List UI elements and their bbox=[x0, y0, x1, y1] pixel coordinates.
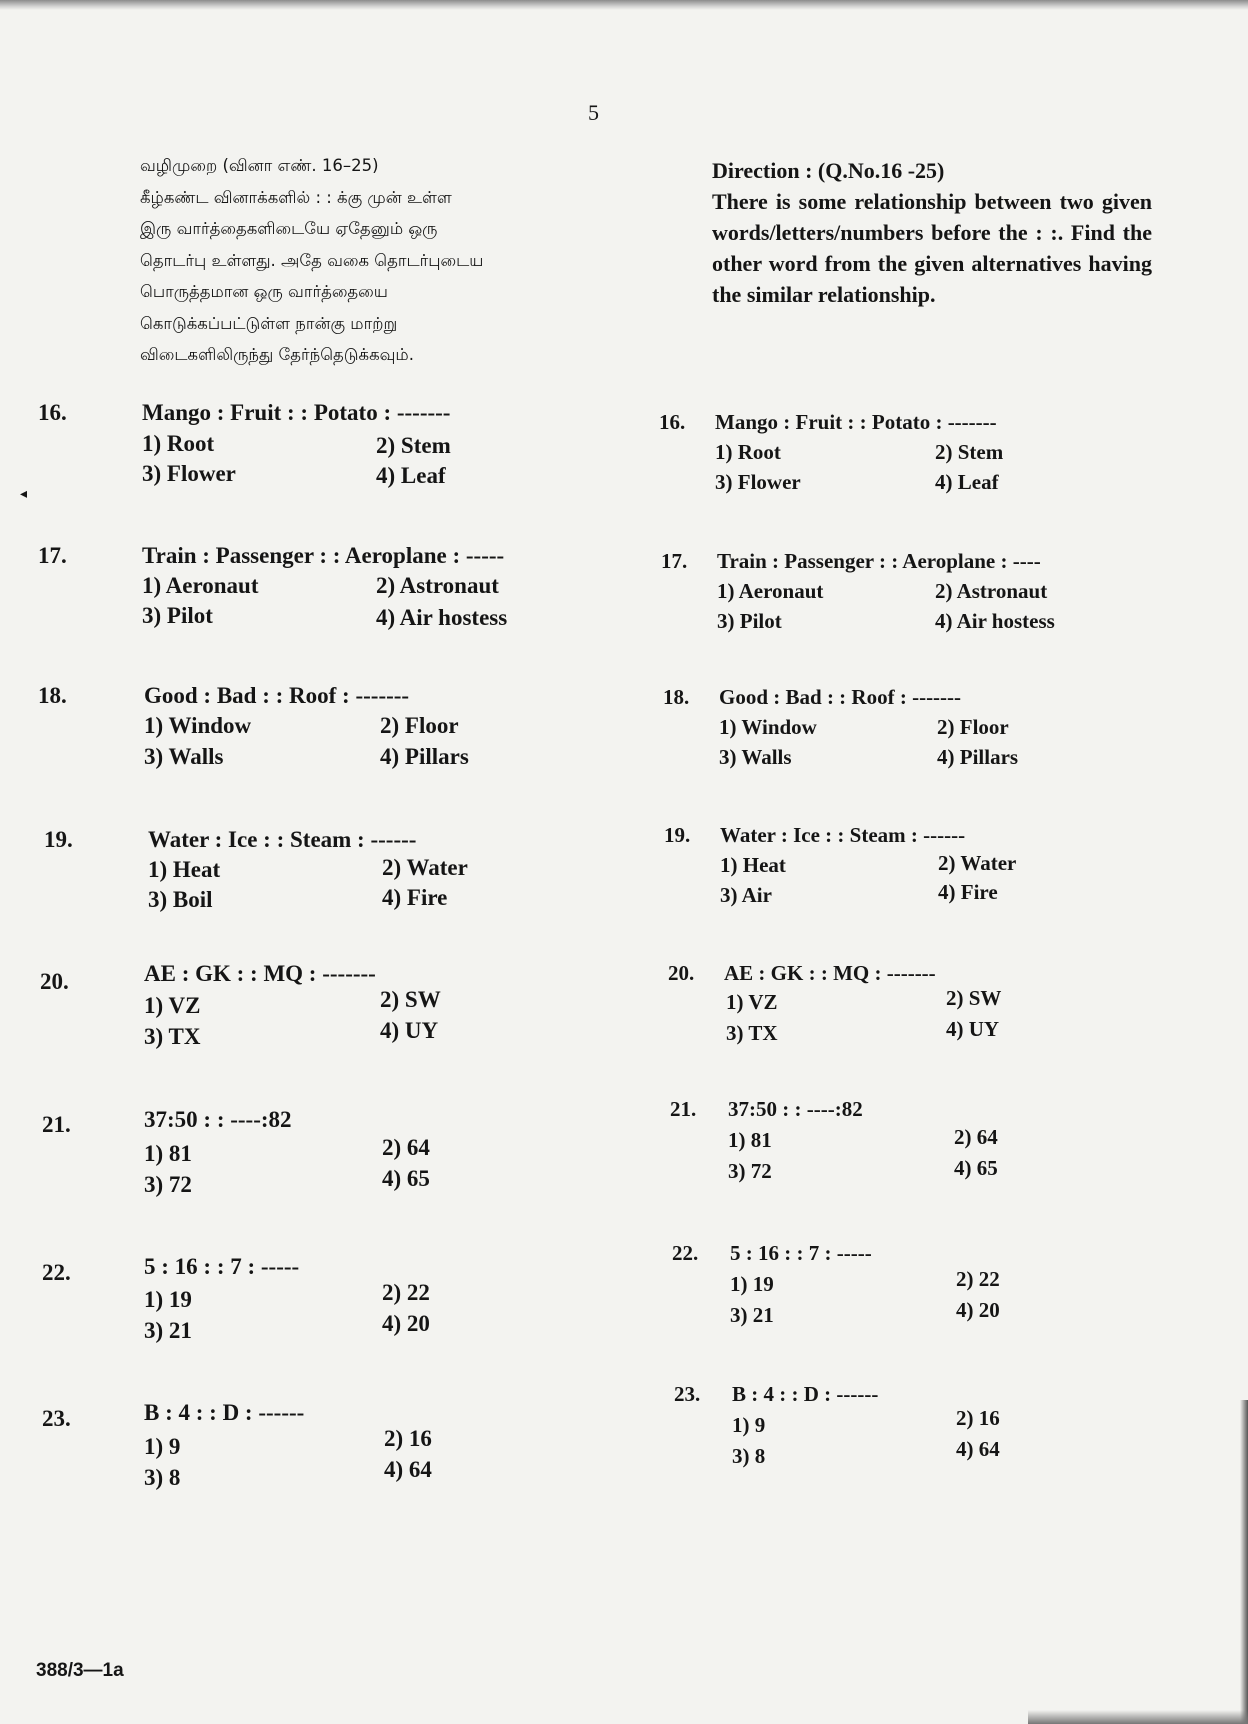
question-text: 37:50 : : ----:82 bbox=[144, 1107, 292, 1132]
option-4: 4) Fire bbox=[382, 885, 448, 910]
direction-tamil-line: கீழ்கண்ட வினாக்களில் : : க்கு முன் உள்ள bbox=[140, 187, 452, 207]
option-2: 2) SW bbox=[946, 986, 1002, 1010]
option-4: 4) Leaf bbox=[935, 470, 999, 494]
option-2: 2) Floor bbox=[937, 715, 1009, 739]
question-number: 22. bbox=[672, 1241, 699, 1265]
question-text: 5 : 16 : : 7 : ----- bbox=[144, 1254, 300, 1279]
question-number: 23. bbox=[42, 1406, 71, 1431]
direction-english-title: Direction : (Q.No.16 -25) bbox=[712, 158, 945, 183]
option-3: 3) Walls bbox=[719, 745, 792, 769]
option-4: 4) Fire bbox=[938, 880, 998, 904]
option-3: 3) 21 bbox=[730, 1303, 774, 1327]
option-1: 1) 19 bbox=[730, 1272, 774, 1296]
option-3: 3) 72 bbox=[144, 1172, 192, 1197]
direction-tamil-line: கொடுக்கப்பட்டுள்ள நான்கு மாற்று bbox=[140, 313, 398, 333]
direction-tamil-line: விடைகளிலிருந்து தேர்ந்தெடுக்கவும். bbox=[140, 345, 414, 364]
stray-mark: ◂ bbox=[20, 487, 28, 502]
option-1: 1) Window bbox=[144, 713, 252, 738]
question-text: B : 4 : : D : ------ bbox=[732, 1382, 879, 1406]
option-3: 3) Pilot bbox=[142, 603, 213, 628]
option-4: 4) Pillars bbox=[380, 744, 469, 769]
option-1: 1) 9 bbox=[144, 1434, 181, 1459]
scan-edge-top bbox=[0, 0, 1248, 10]
question-number: 17. bbox=[38, 543, 67, 568]
option-4: 4) Air hostess bbox=[376, 605, 508, 630]
option-3: 3) Flower bbox=[715, 470, 801, 494]
question-number: 21. bbox=[670, 1097, 697, 1121]
option-1: 1) 81 bbox=[144, 1141, 192, 1166]
question-text: 37:50 : : ----:82 bbox=[728, 1097, 863, 1121]
scan-edge-bottom bbox=[1028, 1710, 1248, 1724]
question-number: 16. bbox=[659, 410, 686, 434]
direction-tamil-line: தொடர்பு உள்ளது. அதே வகை தொடர்புடைய bbox=[140, 250, 484, 270]
option-1: 1) Window bbox=[719, 715, 817, 739]
question-number: 22. bbox=[42, 1260, 71, 1285]
option-1: 1) Root bbox=[715, 440, 781, 464]
direction-tamil-line: வழிமுறை (வினா எண். 16–25) bbox=[140, 156, 379, 175]
option-1: 1) 19 bbox=[144, 1287, 192, 1312]
option-2: 2) 16 bbox=[384, 1426, 432, 1451]
question-text: Good : Bad : : Roof : ------- bbox=[719, 685, 962, 709]
question-text: Water : Ice : : Steam : ------ bbox=[720, 823, 966, 847]
option-2: 2) 22 bbox=[382, 1280, 430, 1305]
option-4: 4) Leaf bbox=[376, 463, 446, 488]
page-number: 5 bbox=[588, 100, 599, 125]
option-2: 2) Floor bbox=[380, 713, 459, 738]
option-4: 4) 64 bbox=[384, 1457, 432, 1482]
direction-tamil-line: இரு வார்த்தைகளிடையே ஏதேனும் ஒரு bbox=[140, 219, 438, 238]
option-1: 1) Heat bbox=[720, 853, 786, 877]
question-text: Train : Passenger : : Aeroplane : ----- bbox=[142, 543, 505, 568]
question-text: AE : GK : : MQ : ------- bbox=[144, 961, 376, 986]
question-text: AE : GK : : MQ : ------- bbox=[724, 961, 936, 985]
question-number: 17. bbox=[661, 549, 688, 573]
option-2: 2) 64 bbox=[382, 1135, 430, 1160]
option-4: 4) 65 bbox=[954, 1156, 998, 1180]
option-2: 2) Astronaut bbox=[376, 573, 499, 598]
option-1: 1) Root bbox=[142, 431, 215, 456]
option-4: 4) Pillars bbox=[937, 745, 1019, 769]
option-3: 3) 21 bbox=[144, 1318, 192, 1343]
option-3: 3) 72 bbox=[728, 1159, 772, 1183]
question-number: 18. bbox=[38, 683, 67, 708]
option-4: 4) 64 bbox=[956, 1437, 1000, 1461]
option-4: 4) UY bbox=[946, 1017, 1000, 1041]
option-2: 2) Water bbox=[938, 851, 1017, 875]
option-2: 2) Stem bbox=[376, 433, 451, 458]
option-1: 1) VZ bbox=[144, 993, 201, 1018]
option-3: 3) 8 bbox=[144, 1465, 181, 1490]
option-2: 2) Stem bbox=[935, 440, 1004, 464]
option-3: 3) Walls bbox=[144, 744, 224, 769]
question-text: B : 4 : : D : ------ bbox=[144, 1400, 305, 1425]
question-number: 18. bbox=[663, 685, 690, 709]
option-4: 4) UY bbox=[380, 1018, 439, 1043]
option-2: 2) Water bbox=[382, 855, 468, 880]
scan-edge-right bbox=[1240, 1400, 1248, 1724]
question-number: 21. bbox=[42, 1112, 71, 1137]
question-number: 20. bbox=[40, 969, 69, 994]
option-4: 4) 20 bbox=[382, 1311, 430, 1336]
direction-tamil-line: பொருத்தமான ஒரு வார்த்தையை bbox=[140, 282, 388, 301]
option-1: 1) 9 bbox=[732, 1413, 766, 1437]
option-3: 3) Pilot bbox=[717, 609, 782, 633]
question-text: Mango : Fruit : : Potato : ------- bbox=[142, 400, 451, 425]
question-text: Water : Ice : : Steam : ------ bbox=[148, 827, 417, 852]
option-3: 3) Flower bbox=[142, 461, 236, 486]
option-1: 1) Heat bbox=[148, 857, 221, 882]
question-text: Mango : Fruit : : Potato : ------- bbox=[715, 410, 997, 434]
option-3: 3) TX bbox=[726, 1021, 778, 1045]
option-2: 2) 22 bbox=[956, 1267, 1000, 1291]
question-number: 20. bbox=[668, 961, 695, 985]
option-3: 3) Boil bbox=[148, 887, 213, 912]
question-number: 23. bbox=[674, 1382, 701, 1406]
question-number: 19. bbox=[44, 827, 73, 852]
option-3: 3) TX bbox=[144, 1024, 201, 1049]
option-2: 2) 64 bbox=[954, 1125, 998, 1149]
option-2: 2) SW bbox=[380, 987, 441, 1012]
question-number: 16. bbox=[38, 400, 67, 425]
option-4: 4) Air hostess bbox=[935, 609, 1055, 633]
question-text: Train : Passenger : : Aeroplane : ---- bbox=[717, 549, 1041, 573]
direction-tamil bbox=[140, 150, 620, 371]
question-text: Good : Bad : : Roof : ------- bbox=[144, 683, 410, 708]
direction-english-body: There is some relationship between two given words/letters/numbers before the : :. Find the other word from the given alternatives having the similar relationship. bbox=[712, 189, 1152, 307]
option-1: 1) 81 bbox=[728, 1128, 772, 1152]
option-2: 2) 16 bbox=[956, 1406, 1000, 1430]
option-1: 1) Aeronaut bbox=[717, 579, 824, 603]
option-4: 4) 65 bbox=[382, 1166, 430, 1191]
option-4: 4) 20 bbox=[956, 1298, 1000, 1322]
direction-english bbox=[712, 155, 1152, 310]
question-text: 5 : 16 : : 7 : ----- bbox=[730, 1241, 872, 1265]
option-3: 3) 8 bbox=[732, 1444, 766, 1468]
question-number: 19. bbox=[664, 823, 691, 847]
footer-code: 388/3—1a bbox=[36, 1660, 124, 1681]
option-1: 1) VZ bbox=[726, 990, 778, 1014]
option-3: 3) Air bbox=[720, 883, 772, 907]
option-1: 1) Aeronaut bbox=[142, 573, 259, 598]
option-2: 2) Astronaut bbox=[935, 579, 1048, 603]
